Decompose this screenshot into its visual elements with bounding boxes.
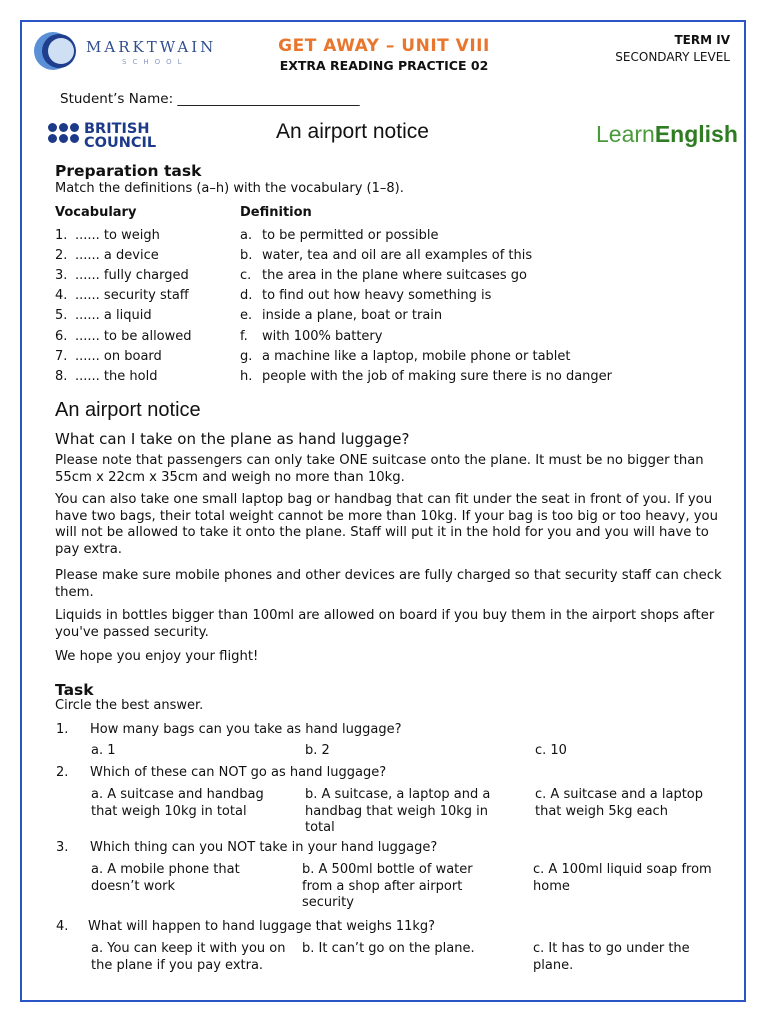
british-council-logo <box>48 123 79 143</box>
task-instruction: Circle the best answer. <box>55 698 204 713</box>
vocab-number: 3. <box>55 268 68 284</box>
answer-option[interactable]: a. A mobile phone that doesn’t work <box>91 862 240 894</box>
vocab-number: 1. <box>55 228 68 243</box>
vocab-item[interactable]: ...... to weigh <box>75 228 160 243</box>
level-label: SECONDARY LEVEL <box>615 50 730 64</box>
vocab-item[interactable]: ...... to be allowed <box>75 328 192 344</box>
notice-question: What can I take on the plane as hand luggage? <box>55 430 410 448</box>
vocab-number: 7. <box>55 348 68 364</box>
question-text: How many bags can you take as hand luggage? <box>90 722 402 737</box>
question-number: 3. <box>56 840 69 855</box>
answer-option[interactable]: a. 1 <box>91 743 116 758</box>
definition-item: with 100% battery <box>262 328 383 344</box>
question-text: What will happen to hand luggage that weighs 11kg? <box>88 919 436 934</box>
question-number: 1. <box>56 722 69 737</box>
vocabulary-header: Vocabulary <box>55 205 137 220</box>
vocab-number: 4. <box>55 288 68 304</box>
definition-header: Definition <box>240 205 312 220</box>
answer-option[interactable]: b. 2 <box>305 743 330 758</box>
answer-option[interactable]: a. A suitcase and handbag that weigh 10kg in total <box>91 787 264 819</box>
definition-item: water, tea and oil are all examples of this <box>262 248 533 264</box>
definition-letter: f. <box>240 328 248 344</box>
definition-item: a machine like a laptop, mobile phone or tablet <box>262 348 571 364</box>
worksheet-subtitle: EXTRA READING PRACTICE 02 <box>279 58 489 73</box>
question-number: 4. <box>56 919 69 934</box>
vocab-item[interactable]: ...... the hold <box>75 368 158 384</box>
british-council-text: BRITISH COUNCIL <box>84 121 157 151</box>
notice-paragraph: Please make sure mobile phones and other devices are fully charged so that security staff can check them. <box>55 568 722 600</box>
definition-item: people with the job of making sure there is no danger <box>262 368 613 384</box>
student-name-field[interactable]: Student’s Name: ___________________________ <box>60 91 360 107</box>
vocab-item[interactable]: ...... security staff <box>75 288 189 304</box>
question-number: 2. <box>56 765 69 780</box>
task-title: Task <box>55 681 94 699</box>
school-name: MARKTWAIN <box>86 38 217 56</box>
vocab-item[interactable]: ...... fully charged <box>75 268 189 284</box>
notice-paragraph: We hope you enjoy your flight! <box>55 649 259 664</box>
vocab-item[interactable]: ...... a liquid <box>75 308 152 324</box>
answer-option[interactable]: c. A 100ml liquid soap from home <box>533 862 712 894</box>
vocab-item[interactable]: ...... on board <box>75 348 162 364</box>
answer-option[interactable]: a. You can keep it with you on the plane if you pay extra. <box>91 941 286 973</box>
answer-option[interactable]: c. 10 <box>535 743 567 758</box>
definition-item: inside a plane, boat or train <box>262 308 443 324</box>
notice-title: An airport notice <box>55 399 201 421</box>
learnenglish-logo: LearnEnglish <box>596 121 738 147</box>
answer-option[interactable]: b. A suitcase, a laptop and a handbag that weigh 10kg in total <box>305 787 491 835</box>
worksheet-title: GET AWAY – UNIT VIII <box>278 36 490 56</box>
notice-paragraph: You can also take one small laptop bag or handbag that can fit under the seat in front of you. If you have two bags, their total weight cannot be more than 10kg. If your bag is too big or too heavy, you will not be allowed to take it onto the plane. Staff will put it in the hold for you and you will have to pay extra. <box>55 492 718 557</box>
school-logo <box>34 32 217 72</box>
answer-option[interactable]: c. A suitcase and a laptop that weigh 5kg each <box>535 787 703 819</box>
preparation-title: Preparation task <box>55 162 202 180</box>
vocab-item[interactable]: ...... a device <box>75 248 159 264</box>
vocab-number: 8. <box>55 368 68 384</box>
preparation-instruction: Match the definitions (a–h) with the vocabulary (1–8). <box>55 181 404 196</box>
definition-item: the area in the plane where suitcases go <box>262 268 528 284</box>
question-text: Which of these can NOT go as hand luggage? <box>90 765 387 780</box>
vocab-number: 5. <box>55 308 68 324</box>
vocab-number: 2. <box>55 248 68 264</box>
definition-letter: h. <box>240 368 253 384</box>
definition-letter: a. <box>240 228 253 243</box>
definition-letter: g. <box>240 348 253 364</box>
banner-title: An airport notice <box>276 120 429 143</box>
definition-letter: d. <box>240 288 253 304</box>
answer-option[interactable]: b. A 500ml bottle of water from a shop after airport security <box>302 862 473 910</box>
definition-letter: c. <box>240 268 252 284</box>
notice-paragraph: Liquids in bottles bigger than 100ml are allowed on board if you buy them in the airport shops after you've passed security. <box>55 608 715 640</box>
term-label: TERM IV <box>674 33 730 47</box>
answer-option[interactable]: b. It can’t go on the plane. <box>302 941 475 956</box>
definition-item: to be permitted or possible <box>262 228 439 243</box>
answer-option[interactable]: c. It has to go under the plane. <box>533 941 690 973</box>
vocab-number: 6. <box>55 328 68 344</box>
definition-item: to find out how heavy something is <box>262 288 492 304</box>
british-council-dots-icon <box>48 123 79 143</box>
school-subtitle: SCHOOL <box>122 58 188 66</box>
question-text: Which thing can you NOT take in your hand luggage? <box>90 840 438 855</box>
definition-letter: b. <box>240 248 253 264</box>
notice-paragraph: Please note that passengers can only take ONE suitcase onto the plane. It must be no bigger than 55cm x 22cm x 35cm and weigh no more than 10kg. <box>55 453 704 485</box>
definition-letter: e. <box>240 308 253 324</box>
